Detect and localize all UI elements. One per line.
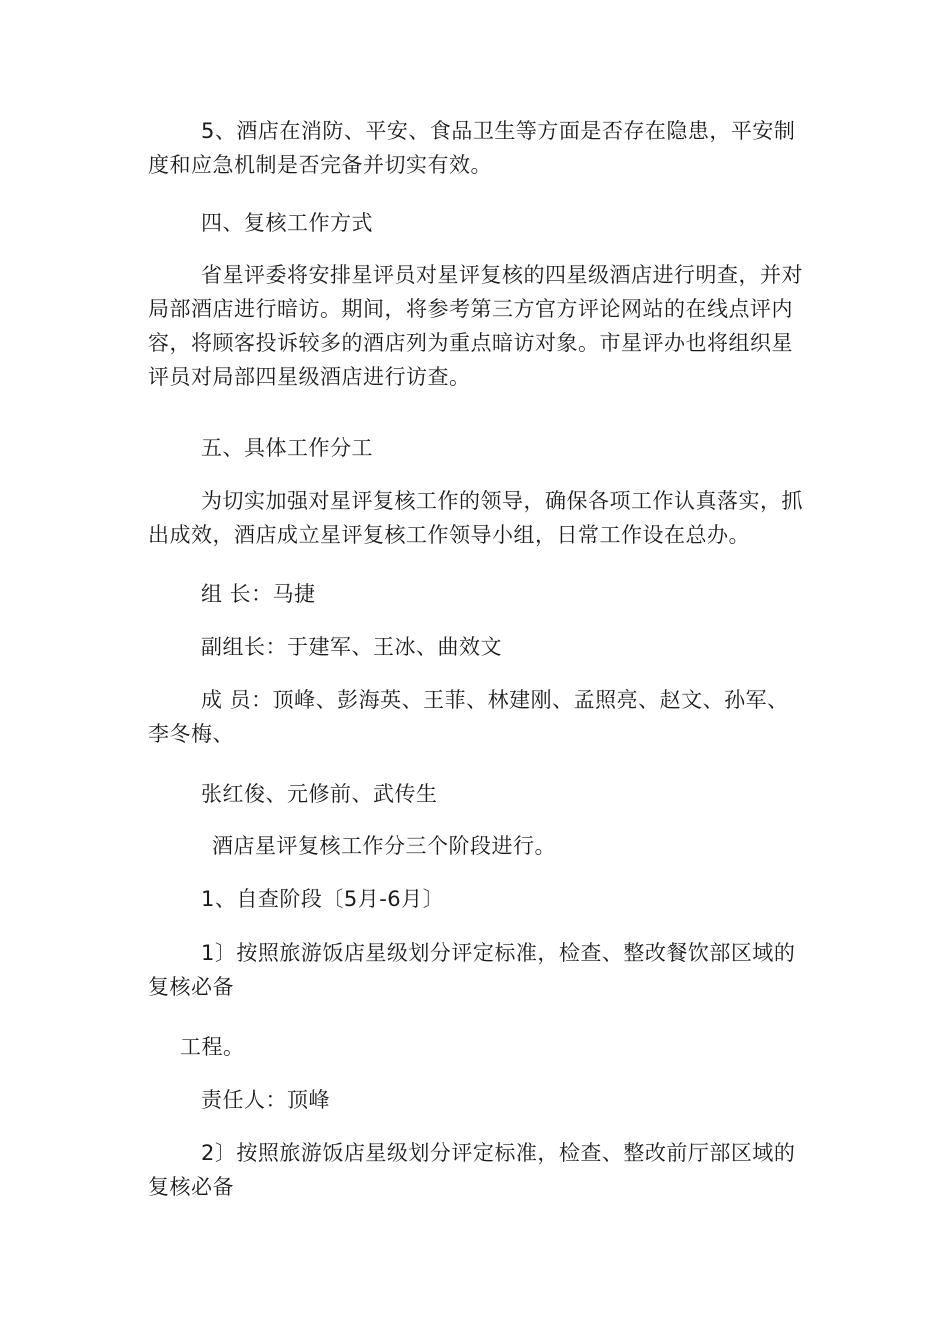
- self-check-stage-heading: 1、自查阶段〔5月-6月〕: [201, 887, 445, 911]
- paragraph-review-method: 省星评委将安排星评员对星评复核的四星级酒店进行明查，并对局部酒店进行暗访。期间，将参考第三方官方评论网站的在线点评内容，将顾客投诉较多的酒店列为重点暗访对象。市星评办也将组织星评员对局部四星级酒店进行访查。: [148, 263, 803, 389]
- members-continued-line: 张红俊、元修前、武传生: [201, 782, 438, 806]
- paragraph-safety-check: 5、酒店在消防、平安、食品卫生等方面是否存在隐患，平安制度和应急机制是否完备并切实有效。: [148, 119, 796, 177]
- deputy-leader-line: 副组长：于建军、王冰、曲效文: [201, 635, 502, 659]
- heading-work-division: 五、具体工作分工: [201, 436, 373, 460]
- group-leader-line: 组 长：马捷: [201, 582, 316, 606]
- item-front-office-review: 2〕按照旅游饭店星级划分评定标准，检查、整改前厅部区域的复核必备: [148, 1141, 796, 1199]
- members-line: 成 员：顶峰、彭海英、王菲、林建刚、孟照亮、赵文、孙军、李冬梅、: [148, 688, 789, 746]
- responsible-person-line: 责任人：顶峰: [201, 1088, 330, 1112]
- paragraph-leadership-group: 为切实加强对星评复核工作的领导，确保各项工作认真落实，抓出成效，酒店成立星评复核工作领导小组，日常工作设在总办。: [148, 489, 803, 547]
- item-catering-review: 1〕按照旅游饭店星级划分评定标准，检查、整改餐饮部区域的复核必备: [148, 941, 796, 999]
- item-catering-review-continued: 工程。: [180, 1035, 245, 1059]
- stages-intro-line: 酒店星评复核工作分三个阶段进行。: [212, 834, 556, 858]
- heading-review-method: 四、复核工作方式: [201, 211, 373, 235]
